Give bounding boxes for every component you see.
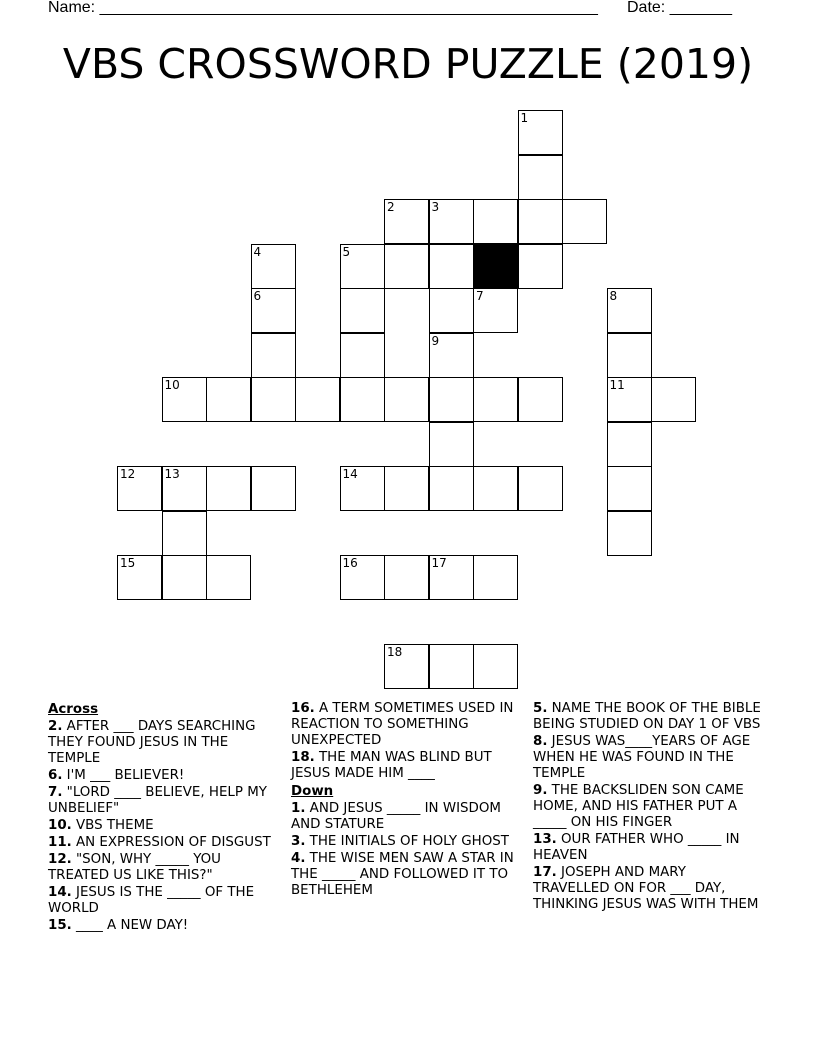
clue-item [533,832,765,864]
clue-item-text: ____ A NEW DAY! [71,918,189,933]
grid-cell[interactable] [251,377,296,422]
clue-item-text: A TERM SOMETIMES USED IN REACTION TO SOMETHING UNEXPECTED [291,701,514,748]
clue-item-text: I'M ___ BELIEVER! [62,768,185,783]
clue-item-number: 12. [48,852,72,867]
grid-cell[interactable] [607,466,652,511]
grid-cell[interactable] [340,333,385,378]
clue-item-text: JESUS WAS____YEARS OF AGE WHEN HE WAS FOUND IN THE TEMPLE [533,734,751,781]
clue-number: 8 [609,289,618,303]
grid-cell[interactable] [429,422,474,467]
clue-number: 15 [120,556,136,570]
grid-cell[interactable] [340,555,385,600]
clue-item-number: 10. [48,818,72,833]
grid-cell[interactable] [162,555,207,600]
date-field-label: Date: _______ [627,0,732,16]
clue-item [533,865,765,913]
grid-cell[interactable] [340,466,385,511]
grid-cell[interactable] [384,555,429,600]
clue-number: 16 [342,556,358,570]
grid-cell[interactable] [384,644,429,689]
grid-cell[interactable] [251,333,296,378]
grid-cell[interactable] [162,377,207,422]
grid-cell[interactable] [473,377,518,422]
clue-item [291,834,523,850]
clue-number: 6 [253,289,262,303]
grid-cell[interactable] [251,466,296,511]
clue-item [291,701,523,749]
clue-item [48,785,280,817]
grid-cell[interactable] [651,377,696,422]
clues-column-2 [291,700,523,899]
grid-cell[interactable] [206,466,251,511]
grid-cell[interactable] [117,555,162,600]
clue-item [533,701,765,733]
grid-cell[interactable] [518,155,563,200]
clue-item [291,750,523,782]
clue-item-number: 15. [48,918,72,933]
clue-item-text: AN EXPRESSION OF DISGUST [71,835,271,850]
grid-cell[interactable] [162,511,207,556]
clue-item-text: NAME THE BOOK OF THE BIBLE BEING STUDIED ON DAY 1 OF VBS [533,701,761,732]
grid-cell[interactable] [206,377,251,422]
grid-cell[interactable] [473,555,518,600]
grid-cell[interactable] [607,377,652,422]
grid-cell[interactable] [384,466,429,511]
grid-cell[interactable] [429,199,474,244]
clue-number: 4 [253,244,262,259]
grid-cell[interactable] [473,288,518,333]
grid-cell[interactable] [473,466,518,511]
grid-cell[interactable] [518,199,563,244]
clue-item-number: 7. [48,785,63,800]
grid-cell[interactable] [518,377,563,422]
page-title: VBS CROSSWORD PUZZLE (2019) [62,40,754,88]
clue-item [533,783,765,831]
clue-item-number: 3. [291,834,306,849]
clue-number: 18 [387,645,403,659]
clue-item [48,835,280,851]
grid-cell[interactable] [162,466,207,511]
clue-item-number: 5. [533,701,548,716]
grid-cell[interactable] [607,333,652,378]
name-field-label: Name: ________________________________________________________ [48,0,598,16]
clue-item [291,851,523,899]
grid-cell[interactable] [295,377,340,422]
clue-item-number: 6. [48,768,63,783]
clue-item [48,818,280,834]
grid-cell[interactable] [429,244,474,289]
clue-item-text: JESUS IS THE _____ OF THE WORLD [48,885,255,916]
clue-item-text: THE INITIALS OF HOLY GHOST [305,834,509,849]
clue-number: 2 [387,200,395,214]
clue-number: 17 [431,556,447,570]
clue-item-text: JOSEPH AND MARY TRAVELLED ON FOR ___ DAY, THINKING JESUS WAS WITH THEM [533,865,759,912]
grid-cell[interactable] [340,288,385,333]
clue-number: 9 [431,333,440,348]
clue-number: 14 [342,467,358,481]
clue-item-number: 18. [291,750,315,765]
grid-cell[interactable] [607,288,652,333]
grid-cell[interactable] [384,377,429,422]
clue-item-text: OUR FATHER WHO _____ IN HEAVEN [533,832,740,863]
grid-cell[interactable] [251,244,296,289]
clue-item-number: 11. [48,835,72,850]
grid-cell[interactable] [429,466,474,511]
clue-item-number: 14. [48,885,72,900]
clue-number: 12 [120,467,136,481]
clue-number: 11 [609,378,625,392]
clue-item-text: AND JESUS _____ IN WISDOM AND STATURE [291,801,501,832]
clue-number: 7 [476,289,484,303]
clue-number: 13 [164,467,180,481]
grid-cell[interactable] [429,555,474,600]
clue-item [48,852,280,884]
grid-cell[interactable] [429,644,474,689]
clue-item-text: THE MAN WAS BLIND BUT JESUS MADE HIM ____ [291,750,492,781]
clue-item-number: 13. [533,832,557,847]
clues-column-3 [533,700,765,913]
clue-item [48,719,280,767]
grid-cell[interactable] [429,333,474,378]
clue-item-number: 9. [533,783,548,798]
clue-item-text: AFTER ___ DAYS SEARCHING THEY FOUND JESUS IN THE TEMPLE [48,719,256,766]
grid-cell[interactable] [429,377,474,422]
grid-cell[interactable] [429,288,474,333]
grid-cell[interactable] [340,244,385,289]
grid-cell[interactable] [384,244,429,289]
grid-cell[interactable] [340,377,385,422]
clue-section-heading: Across [48,702,99,717]
grid-cell[interactable] [607,422,652,467]
clue-item-text: THE BACKSLIDEN SON CAME HOME, AND HIS FATHER PUT A _____ ON HIS FINGER [533,783,744,830]
grid-cell[interactable] [518,110,563,155]
grid-cell[interactable] [518,466,563,511]
grid-cell[interactable] [562,199,607,244]
clue-number: 10 [164,378,180,392]
clue-item [291,801,523,833]
clue-number: 3 [431,200,440,214]
clue-item-number: 16. [291,701,315,716]
clue-item-text: THE WISE MEN SAW A STAR IN THE _____ AND FOLLOWED IT TO BETHLEHEM [291,851,514,898]
clue-number: 1 [520,111,529,125]
grid-cell[interactable] [117,466,162,511]
grid-cell[interactable] [206,555,251,600]
grid-cell[interactable] [473,644,518,689]
clue-item [48,918,280,934]
clue-item-number: 2. [48,719,63,734]
clue-item-text: VBS THEME [71,818,154,833]
grid-block-cell [473,244,518,289]
clue-number: 5 [342,244,351,259]
clue-item-number: 1. [291,801,306,816]
grid-cell[interactable] [518,244,563,289]
grid-cell[interactable] [473,199,518,244]
clues-column-1 [48,700,280,934]
grid-cell[interactable] [251,288,296,333]
clue-item [533,734,765,782]
clue-item-number: 17. [533,865,557,880]
clue-item [48,885,280,917]
clue-item-text: "SON, WHY _____ YOU TREATED US LIKE THIS?" [48,852,221,883]
grid-cell[interactable] [607,511,652,556]
clue-item-number: 4. [291,851,306,866]
grid-cell[interactable] [384,199,429,244]
clue-item-text: "LORD ____ BELIEVE, HELP MY UNBELIEF" [48,785,267,816]
clue-section-heading: Down [291,784,334,799]
clue-item-number: 8. [533,734,548,749]
clue-item [48,768,280,784]
